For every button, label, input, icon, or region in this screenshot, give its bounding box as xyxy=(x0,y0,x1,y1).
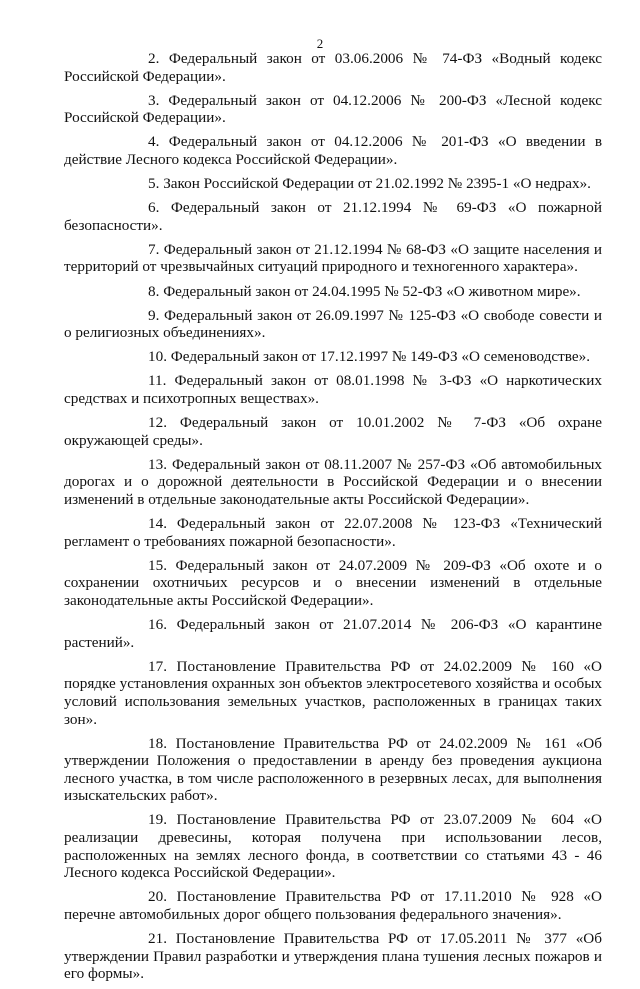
item-number: 4. xyxy=(148,133,160,151)
item-text: Федеральный закон от 10.01.2002 № 7-ФЗ «Об охране окружающей среды». xyxy=(64,414,602,449)
list-item xyxy=(64,811,602,881)
item-number: 20. xyxy=(148,888,167,906)
list-item xyxy=(64,515,602,550)
item-text: Федеральный закон от 03.06.2006 № 74-ФЗ «Водный кодекс Российской Федерации». xyxy=(64,50,603,85)
list-item xyxy=(64,456,602,509)
page-number: 2 xyxy=(316,36,324,51)
list-item xyxy=(64,50,602,85)
item-number: 6. xyxy=(148,199,160,217)
list-item xyxy=(64,283,602,301)
item-text: Федеральный закон от 08.01.1998 № 3-ФЗ «О наркотических средствах и психотропных веществах». xyxy=(64,372,602,407)
item-text: Федеральный закон от 26.09.1997 № 125-ФЗ «О свободе совести и о религиозных объединениях». xyxy=(64,306,603,342)
item-text: Постановление Правительства РФ от 24.02.2009 № 160 «О порядке установления охранных зон объектов электросетевого хозяйства и особых условий использования земельных участков, расположенных в границах таких зон». xyxy=(64,657,602,728)
item-number: 13. xyxy=(148,455,167,473)
list-item xyxy=(64,372,602,407)
item-number: 5. xyxy=(148,175,160,193)
item-number: 11. xyxy=(148,372,167,390)
item-number: 12. xyxy=(148,414,167,432)
item-number: 3. xyxy=(148,91,160,109)
item-text: Федеральный закон от 08.11.2007 № 257-ФЗ «Об автомобильных дорогах и о дорожной деятельности в Российской Федерации и о внесении изменений в отдельные законодательные акты Российской Федерации». xyxy=(64,455,603,508)
item-text: Федеральный закон от 04.12.2006 № 201-ФЗ «О введении в действие Лесного кодекса Российской Федерации». xyxy=(64,133,603,168)
item-text: Постановление Правительства РФ от 17.11.2010 № 928 «О перечне автомобильных дорог общего пользования федерального значения». xyxy=(64,888,602,923)
item-text: Федеральный закон от 24.04.1995 № 52-ФЗ «О животном мире». xyxy=(163,282,581,300)
item-text: Федеральный закон от 21.12.1994 № 69-ФЗ «О пожарной безопасности». xyxy=(64,199,603,234)
list-item xyxy=(64,557,602,610)
item-number: 8. xyxy=(148,282,160,300)
item-text: Постановление Правительства РФ от 17.05.2011 № 377 «Об утверждении Правил разработки и утверждения плана тушения лесных пожаров и его формы». xyxy=(64,930,602,983)
list-item xyxy=(64,199,602,234)
item-text: Закон Российской Федерации от 21.02.1992 № 2395-1 «О недрах». xyxy=(163,175,591,193)
item-number: 15. xyxy=(148,556,167,574)
list-item xyxy=(64,888,602,923)
list-item xyxy=(64,92,602,127)
item-text: Постановление Правительства РФ от 23.07.2009 № 604 «О реализации древесины, которая получена при использовании лесов, расположенных на землях лесного фонда, в соответствии со статьями 43 - 46 Лесного кодекса Российской Федерации». xyxy=(64,811,602,882)
list-item xyxy=(64,241,602,276)
item-number: 7. xyxy=(148,240,160,258)
law-list xyxy=(64,50,602,989)
item-text: Федеральный закон от 04.12.2006 № 200-ФЗ «Лесной кодекс Российской Федерации». xyxy=(64,91,602,127)
item-text: Федеральный закон от 21.07.2014 № 206-ФЗ «О карантине растений». xyxy=(64,616,602,651)
list-item xyxy=(64,307,602,342)
item-number: 2. xyxy=(148,50,160,67)
list-item xyxy=(64,658,602,728)
item-text: Федеральный закон от 21.12.1994 № 68-ФЗ «О защите населения и территорий от чрезвычайных ситуаций природного и техногенного характера». xyxy=(64,240,603,276)
item-number: 18. xyxy=(148,734,167,752)
list-item xyxy=(64,616,602,651)
item-number: 21. xyxy=(148,930,167,948)
list-item xyxy=(64,175,602,193)
list-item xyxy=(64,133,602,168)
list-item xyxy=(64,930,602,983)
item-number: 17. xyxy=(148,657,167,675)
item-text: Постановление Правительства РФ от 24.02.2009 № 161 «Об утверждении Положения о предоставлении в аренду без проведения аукциона лесного участка, в том числе расположенного в резервных лесах, для выполнения изыскательских работ». xyxy=(64,734,602,805)
item-text: Федеральный закон от 24.07.2009 № 209-ФЗ «Об охоте и о сохранении охотничьих ресурсов и о внесении изменений в отдельные законодательные акты Российской Федерации». xyxy=(64,556,602,609)
list-item xyxy=(64,348,602,366)
item-number: 16. xyxy=(148,616,167,634)
item-text: Федеральный закон от 22.07.2008 № 123-ФЗ «Технический регламент о требованиях пожарной безопасности». xyxy=(64,515,603,550)
item-number: 19. xyxy=(148,811,167,829)
list-item xyxy=(64,414,602,449)
item-number: 14. xyxy=(148,515,167,533)
list-item xyxy=(64,735,602,805)
item-text: Федеральный закон от 17.12.1997 № 149-ФЗ «О семеноводстве». xyxy=(170,348,591,366)
item-number: 10. xyxy=(148,348,167,366)
item-number: 9. xyxy=(148,306,160,324)
